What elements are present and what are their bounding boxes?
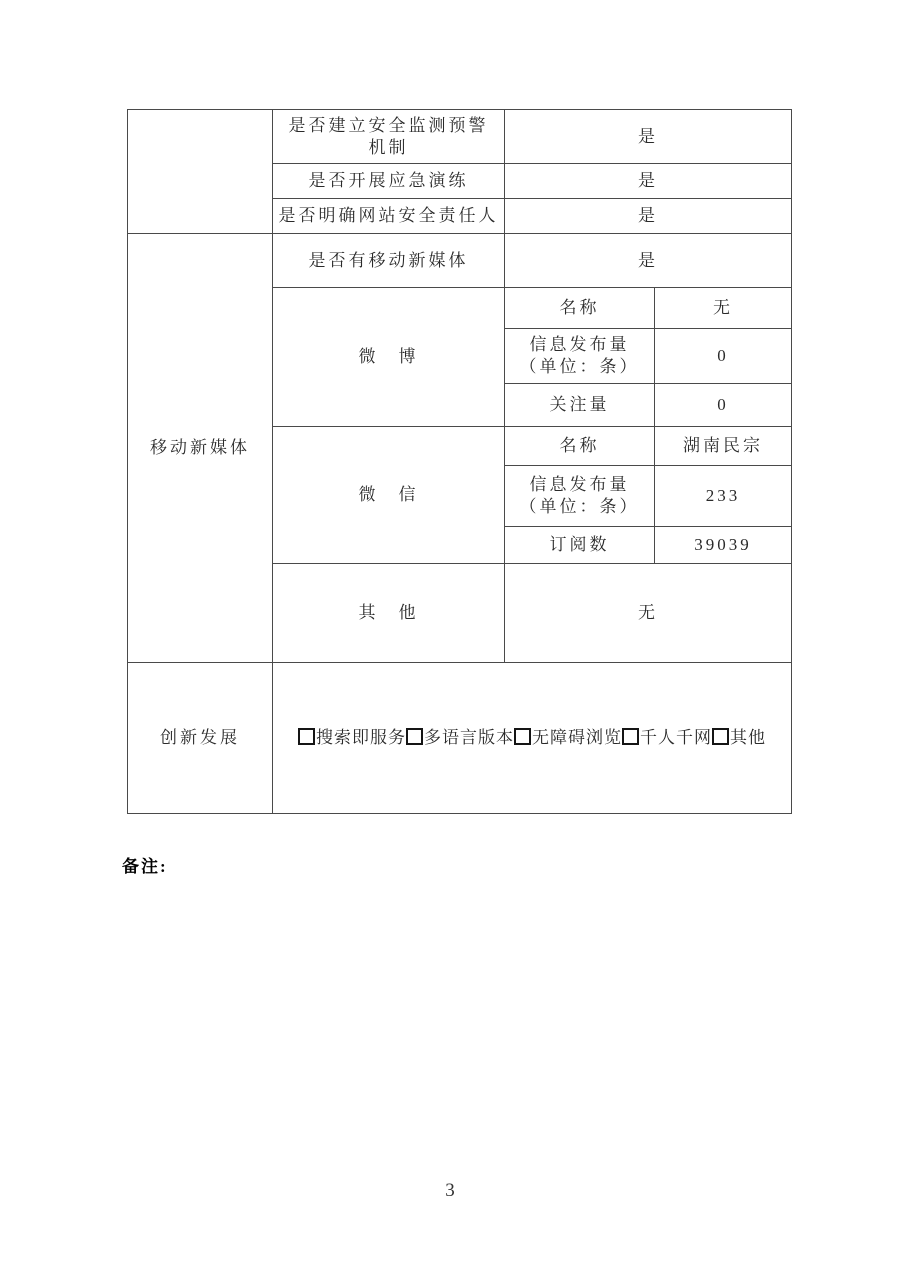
- label-cell: 订阅数: [505, 527, 655, 564]
- category-cell-empty: [128, 110, 273, 234]
- label-cell: [505, 466, 655, 527]
- table-row: [128, 234, 792, 288]
- value-cell: 是: [505, 110, 792, 164]
- value-cell: 是: [505, 199, 792, 234]
- checkbox-label: 无障碍浏览: [532, 728, 622, 747]
- group-cell-weibo: 微 博: [273, 288, 505, 427]
- value-cell: 233: [655, 466, 792, 527]
- label-cell: 是否明确网站安全责任人: [273, 199, 505, 234]
- value-cell: 湖南民宗: [655, 427, 792, 466]
- category-cell-innovation: 创新发展: [128, 663, 273, 814]
- value-cell: 0: [655, 384, 792, 427]
- row-label-line2: （单位：条）: [519, 357, 640, 376]
- label-cell: 是否开展应急演练: [273, 164, 505, 199]
- notes-label: 备注:: [122, 857, 168, 876]
- row-label: 是否建立安全监测预警机制: [288, 115, 489, 157]
- checkbox-label: 搜索即服务: [316, 728, 406, 747]
- value-cell: 无: [655, 288, 792, 329]
- checkbox-label: 千人千网: [640, 728, 712, 747]
- label-cell: 是否有移动新媒体: [273, 234, 505, 288]
- value-cell: 0: [655, 329, 792, 384]
- value-cell: 39039: [655, 527, 792, 564]
- innovation-options-cell: [273, 663, 792, 814]
- checkbox-icon[interactable]: [298, 728, 315, 745]
- checkbox-icon[interactable]: [712, 728, 729, 745]
- group-cell-other: 其 他: [273, 564, 505, 663]
- checkbox-label: 其他: [730, 728, 766, 747]
- row-label-line2: （单位：条）: [519, 497, 640, 516]
- row-label: 信息发布量: [529, 335, 630, 354]
- checkbox-icon[interactable]: [406, 728, 423, 745]
- row-label: 信息发布量: [529, 475, 630, 494]
- label-cell: [273, 110, 505, 164]
- page-number: 3: [445, 1180, 455, 1201]
- checkbox-icon[interactable]: [622, 728, 639, 745]
- value-cell: 无: [505, 564, 792, 663]
- table-row: [128, 110, 792, 164]
- innovation-options-row: [298, 728, 766, 747]
- label-cell: 名称: [505, 427, 655, 466]
- label-cell: 名称: [505, 288, 655, 329]
- category-cell-mobile-media: 移动新媒体: [128, 234, 273, 663]
- value-cell: 是: [505, 234, 792, 288]
- value-cell: 是: [505, 164, 792, 199]
- checkbox-icon[interactable]: [514, 728, 531, 745]
- website-report-table: [127, 109, 792, 814]
- table-row: [128, 663, 792, 814]
- checkbox-label: 多语言版本: [424, 728, 514, 747]
- label-cell: [505, 329, 655, 384]
- group-cell-wechat: 微 信: [273, 427, 505, 564]
- label-cell: 关注量: [505, 384, 655, 427]
